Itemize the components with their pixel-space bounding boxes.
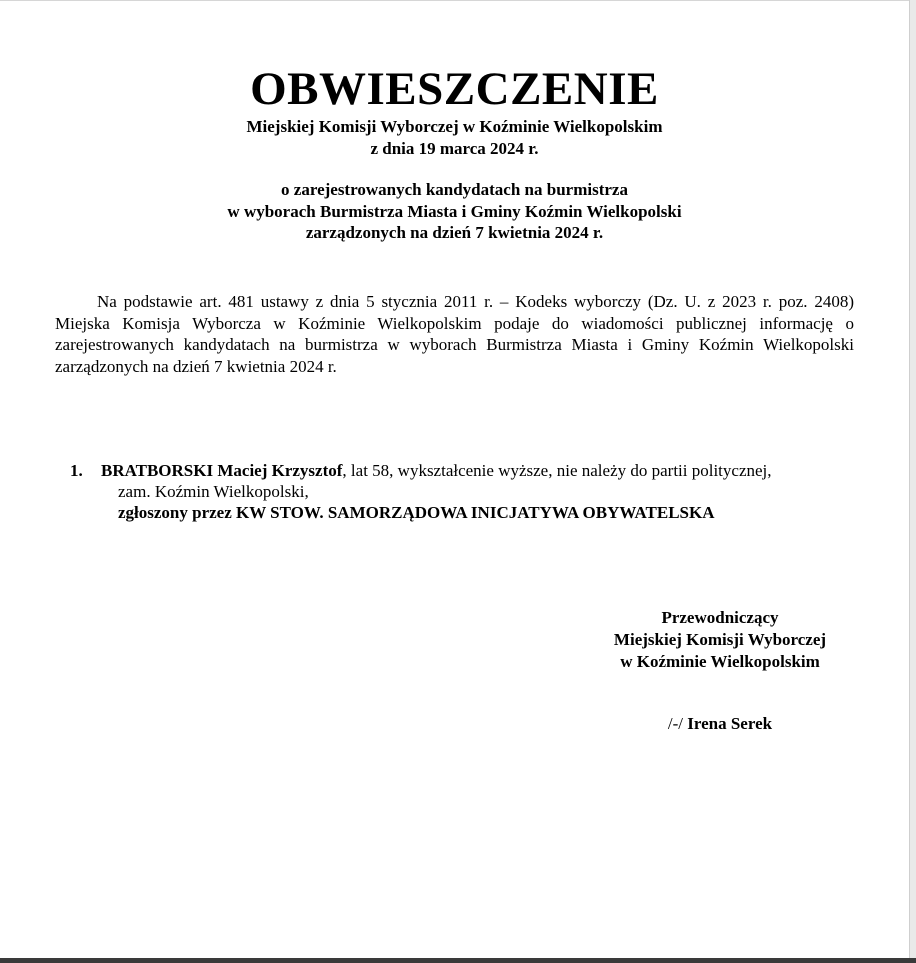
- date-line: z dnia 19 marca 2024 r.: [370, 139, 539, 158]
- signature-body-line-1: Miejskiej Komisji Wyborczej: [613, 630, 827, 649]
- signature-block: [560, 713, 880, 735]
- subject-line-2: w wyborach Burmistrza Miasta i Gminy Koźmin Wielkopolski: [227, 202, 682, 221]
- signature-body-line-2: w Koźminie Wielkopolskim: [620, 652, 820, 671]
- document-title: OBWIESZCZENIE: [250, 63, 659, 115]
- signature-name: Irena Serek: [687, 714, 773, 733]
- issuer-line: Miejskiej Komisji Wyborczej w Koźminie Wielkopolskim: [246, 117, 663, 136]
- candidate-nominated-by: zgłoszony przez KW STOW. SAMORZĄDOWA INICJATYWA OBYWATELSKA: [118, 503, 715, 522]
- candidate-details: , lat 58, wykształcenie wyższe, nie należy do partii politycznej,: [342, 461, 772, 480]
- candidate-number: 1.: [70, 461, 83, 480]
- subject-line-3: zarządzonych na dzień 7 kwietnia 2024 r.: [305, 223, 604, 242]
- candidate-name: BRATBORSKI Maciej Krzysztof: [101, 461, 343, 480]
- signature-role: Przewodniczący: [661, 608, 779, 627]
- candidate-residence: zam. Koźmin Wielkopolski,: [118, 482, 309, 501]
- window-bottom-border: [0, 958, 916, 963]
- scrollbar-track[interactable]: [909, 0, 916, 963]
- subject-line-1: o zarejestrowanych kandydatach na burmistrza: [281, 180, 628, 199]
- signature-prefix: /-/: [667, 714, 683, 733]
- candidate-entry: [101, 460, 851, 523]
- body-paragraph: Na podstawie art. 481 ustawy z dnia 5 stycznia 2011 r. – Kodeks wyborczy (Dz. U. z 2023 r. poz. 2408) Miejska Komisja Wyborcza w Koźminie Wielkopolskim podaje do wiadomości publicznej informację o zarejestrowanych kandydatach na burmistrza w wyborach Burmistrza Miasta i Gminy Koźmin Wielkopolski zarządzonych na dzień 7 kwietnia 2024 r.: [55, 292, 854, 376]
